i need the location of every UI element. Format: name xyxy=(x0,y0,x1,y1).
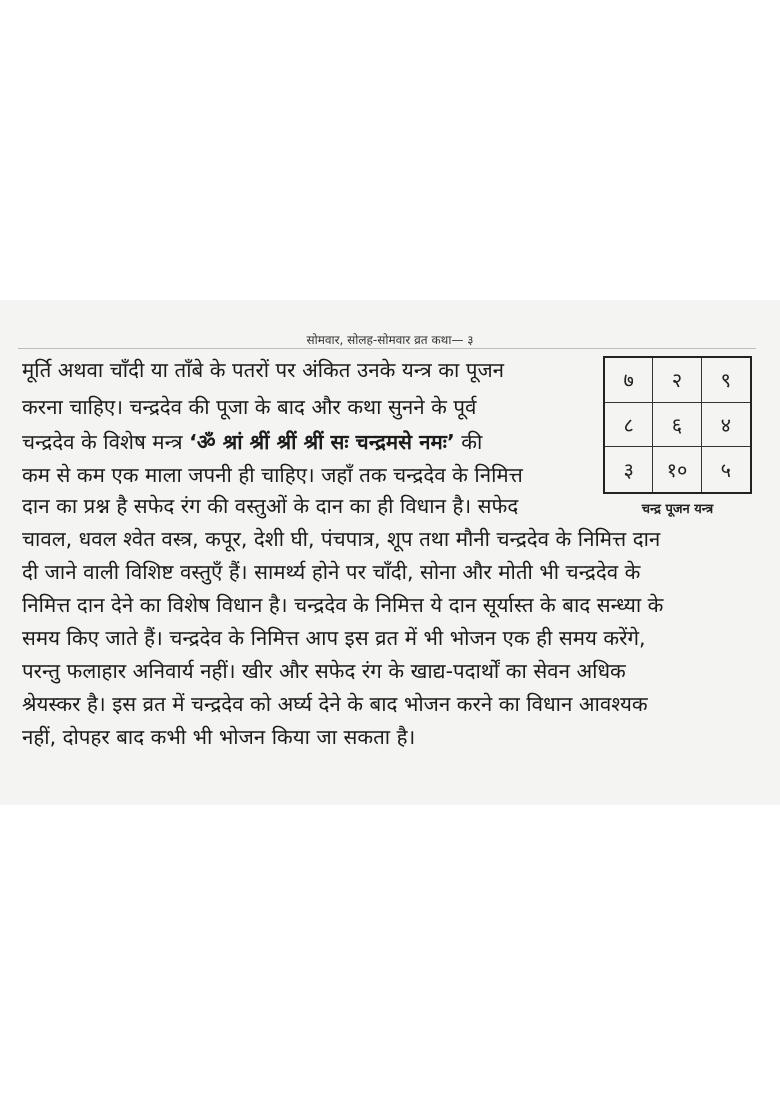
yantra-caption: चन्द्र पूजन यन्त्र xyxy=(641,502,714,517)
text-line-2: करना चाहिए। चन्द्रदेव की पूजा के बाद और कथा सुनने के पूर्व xyxy=(22,395,477,419)
text-line-7: दी जाने वाली विशिष्ट वस्तुएँ हैं। सामर्थ्य होने पर चाँदी, सोना और मोती भी चन्द्रदेव के xyxy=(22,560,641,584)
header-divider xyxy=(18,348,756,349)
text-line-mantra xyxy=(22,427,482,457)
text-line-10: परन्तु फलाहार अनिवार्य नहीं। खीर और सफेद रंग के खाद्य-पदार्थों का सेवन अधिक xyxy=(22,659,626,683)
text-line-5: दान का प्रश्न है सफेद रंग की वस्तुओं के दान का ही विधान है। सफेद xyxy=(22,494,519,518)
yantra-cell: ६ xyxy=(653,403,701,448)
yantra-cell: ५ xyxy=(720,458,732,483)
mantra-text: ‘ॐ श्रां श्रीं श्रीं श्रीं सः चन्द्रमसे नमः’ xyxy=(189,430,455,454)
text-line-6: चावल, धवल श्वेत वस्त्र, कपूर, देशी घी, पंचपात्र, शूप तथा मौनी चन्द्रदेव के निमित्त दान xyxy=(22,527,661,551)
text-line-4: कम से कम एक माला जपनी ही चाहिए। जहाँ तक चन्द्रदेव के निमित्त xyxy=(22,463,523,487)
text-line-1: मूर्ति अथवा चाँदी या ताँबे के पतरों पर अंकित उनके यन्त्र का पूजन xyxy=(22,358,505,382)
yantra-cell: ४ xyxy=(702,403,750,448)
blank-margin xyxy=(0,0,780,300)
text-line-9: समय किए जाते हैं। चन्द्रदेव के निमित्त आप इस व्रत में भी भोजन एक ही समय करेंगे, xyxy=(22,626,646,650)
text-line-11: श्रेयस्कर है। इस व्रत में चन्द्रदेव को अर्घ्य देने के बाद भोजन करने का विधान आवश्यक xyxy=(22,692,648,716)
mantra-suffix: की xyxy=(454,430,483,454)
running-header: सोमवार, सोलह-सोमवार व्रत कथा— ३ xyxy=(306,333,474,347)
yantra-cell: २ xyxy=(653,358,701,403)
chandra-yantra-grid xyxy=(603,356,752,494)
yantra-cell: ९ xyxy=(702,358,750,403)
mantra-prefix: चन्द्रदेव के विशेष मन्त्र xyxy=(22,430,190,454)
text-line-12: नहीं, दोपहर बाद कभी भी भोजन किया जा सकता है। xyxy=(22,725,416,749)
yantra-cell: १० xyxy=(653,447,701,492)
yantra-cell: ८ xyxy=(605,403,653,448)
text-line-8: निमित्त दान देने का विशेष विधान है। चन्द्रदेव के निमित्त ये दान सूर्यास्त के बाद सन्ध्या के xyxy=(22,593,664,617)
yantra-cell: ७ xyxy=(605,358,653,403)
yantra-cell: ३ xyxy=(605,447,653,492)
